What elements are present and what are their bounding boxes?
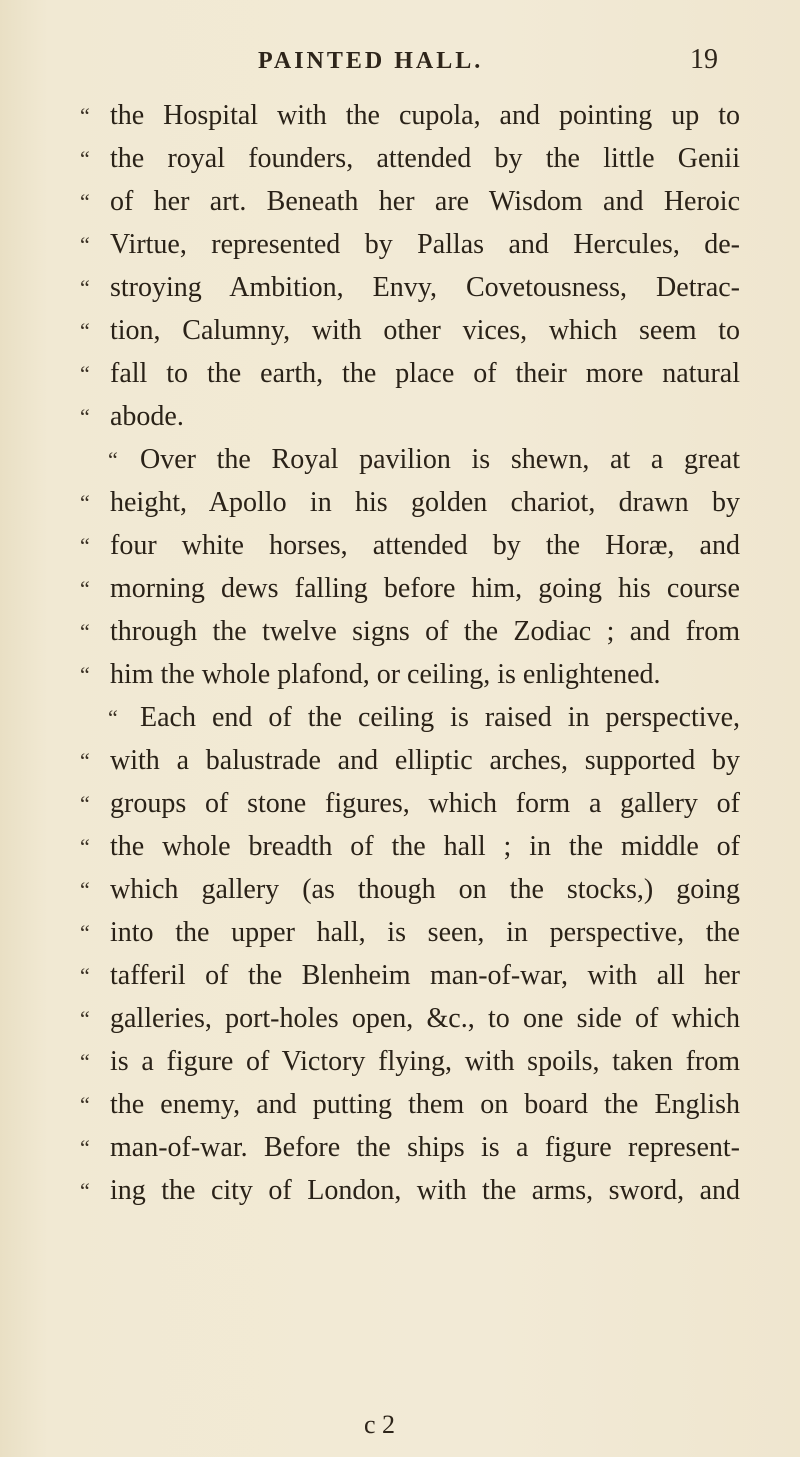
line-text: Over the Royal pavilion is shewn, at a great bbox=[140, 444, 740, 475]
text-line bbox=[0, 784, 800, 824]
line-text: four white horses, attended by the Horæ, and bbox=[110, 530, 740, 561]
quote-mark: “ bbox=[80, 1092, 90, 1117]
line-text: him the whole plafond, or ceiling, is enlightened. bbox=[110, 659, 661, 690]
quote-mark: “ bbox=[108, 447, 118, 472]
quote-mark: “ bbox=[80, 1135, 90, 1160]
line-text: tafferil of the Blenheim man-of-war, with all her bbox=[110, 960, 740, 991]
signature-mark: c 2 bbox=[364, 1410, 396, 1439]
text-line bbox=[0, 268, 800, 308]
line-text: through the twelve signs of the Zodiac ; and from bbox=[110, 616, 740, 647]
quote-mark: “ bbox=[80, 920, 90, 945]
line-text: the enemy, and putting them on board the English bbox=[110, 1089, 740, 1120]
line-text: man-of-war. Before the ships is a figure represent- bbox=[110, 1132, 740, 1163]
line-text: of her art. Beneath her are Wisdom and Heroic bbox=[110, 186, 740, 217]
quote-mark: “ bbox=[80, 146, 90, 171]
quote-mark: “ bbox=[80, 361, 90, 386]
text-line bbox=[0, 741, 800, 781]
text-line bbox=[0, 1085, 800, 1125]
running-head bbox=[0, 44, 800, 88]
quote-mark: “ bbox=[80, 318, 90, 343]
line-text: groups of stone figures, which form a gallery of bbox=[110, 788, 740, 819]
quote-mark: “ bbox=[80, 490, 90, 515]
quote-mark: “ bbox=[80, 1178, 90, 1203]
text-line bbox=[0, 440, 800, 480]
line-text: the royal founders, attended by the little Genii bbox=[110, 143, 740, 174]
quote-mark: “ bbox=[80, 877, 90, 902]
quote-mark: “ bbox=[80, 619, 90, 644]
text-line bbox=[0, 311, 800, 351]
line-text: ing the city of London, with the arms, sword, and bbox=[110, 1175, 740, 1206]
line-text: which gallery (as though on the stocks,) going bbox=[110, 874, 740, 905]
text-line bbox=[0, 698, 800, 738]
text-line bbox=[0, 139, 800, 179]
text-line bbox=[0, 225, 800, 265]
quote-mark: “ bbox=[80, 791, 90, 816]
text-line bbox=[0, 999, 800, 1039]
line-text: the Hospital with the cupola, and pointing up to bbox=[110, 100, 740, 131]
text-line bbox=[0, 96, 800, 136]
line-text: with a balustrade and elliptic arches, supported by bbox=[110, 745, 740, 776]
quote-mark: “ bbox=[80, 576, 90, 601]
line-text: stroying Ambition, Envy, Covetousness, Detrac- bbox=[110, 272, 740, 303]
quote-mark: “ bbox=[80, 103, 90, 128]
quote-mark: “ bbox=[80, 404, 90, 429]
text-line bbox=[0, 827, 800, 867]
text-line bbox=[0, 569, 800, 609]
line-text: height, Apollo in his golden chariot, drawn by bbox=[110, 487, 740, 518]
quote-mark: “ bbox=[80, 963, 90, 988]
running-title: PAINTED HALL. bbox=[258, 48, 484, 74]
page-number: 19 bbox=[690, 44, 718, 75]
text-line bbox=[0, 1042, 800, 1082]
line-text: into the upper hall, is seen, in perspective, the bbox=[110, 917, 740, 948]
text-line bbox=[0, 655, 800, 695]
line-text: fall to the earth, the place of their more natural bbox=[110, 358, 740, 389]
text-line bbox=[0, 397, 800, 437]
quote-mark: “ bbox=[108, 705, 118, 730]
quote-mark: “ bbox=[80, 1049, 90, 1074]
text-line bbox=[0, 612, 800, 652]
text-line bbox=[0, 870, 800, 910]
line-text: tion, Calumny, with other vices, which seem to bbox=[110, 315, 740, 346]
quote-mark: “ bbox=[80, 1006, 90, 1031]
line-text: galleries, port-holes open, &c., to one side of which bbox=[110, 1003, 740, 1034]
quote-mark: “ bbox=[80, 662, 90, 687]
quote-mark: “ bbox=[80, 189, 90, 214]
text-line bbox=[0, 1128, 800, 1168]
quote-mark: “ bbox=[80, 533, 90, 558]
text-line bbox=[0, 182, 800, 222]
line-text: Virtue, represented by Pallas and Hercules, de- bbox=[110, 229, 740, 260]
text-line bbox=[0, 1171, 800, 1211]
line-text: the whole breadth of the hall ; in the middle of bbox=[110, 831, 740, 862]
text-line bbox=[0, 483, 800, 523]
quote-mark: “ bbox=[80, 834, 90, 859]
line-text: Each end of the ceiling is raised in perspective, bbox=[140, 702, 740, 733]
line-text: abode. bbox=[110, 401, 184, 432]
line-text: is a figure of Victory flying, with spoils, taken from bbox=[110, 1046, 740, 1077]
quote-mark: “ bbox=[80, 275, 90, 300]
text-line bbox=[0, 956, 800, 996]
text-line bbox=[0, 526, 800, 566]
quote-mark: “ bbox=[80, 748, 90, 773]
quote-mark: “ bbox=[80, 232, 90, 257]
line-text: morning dews falling before him, going his course bbox=[110, 573, 740, 604]
text-line bbox=[0, 354, 800, 394]
text-line bbox=[0, 913, 800, 953]
